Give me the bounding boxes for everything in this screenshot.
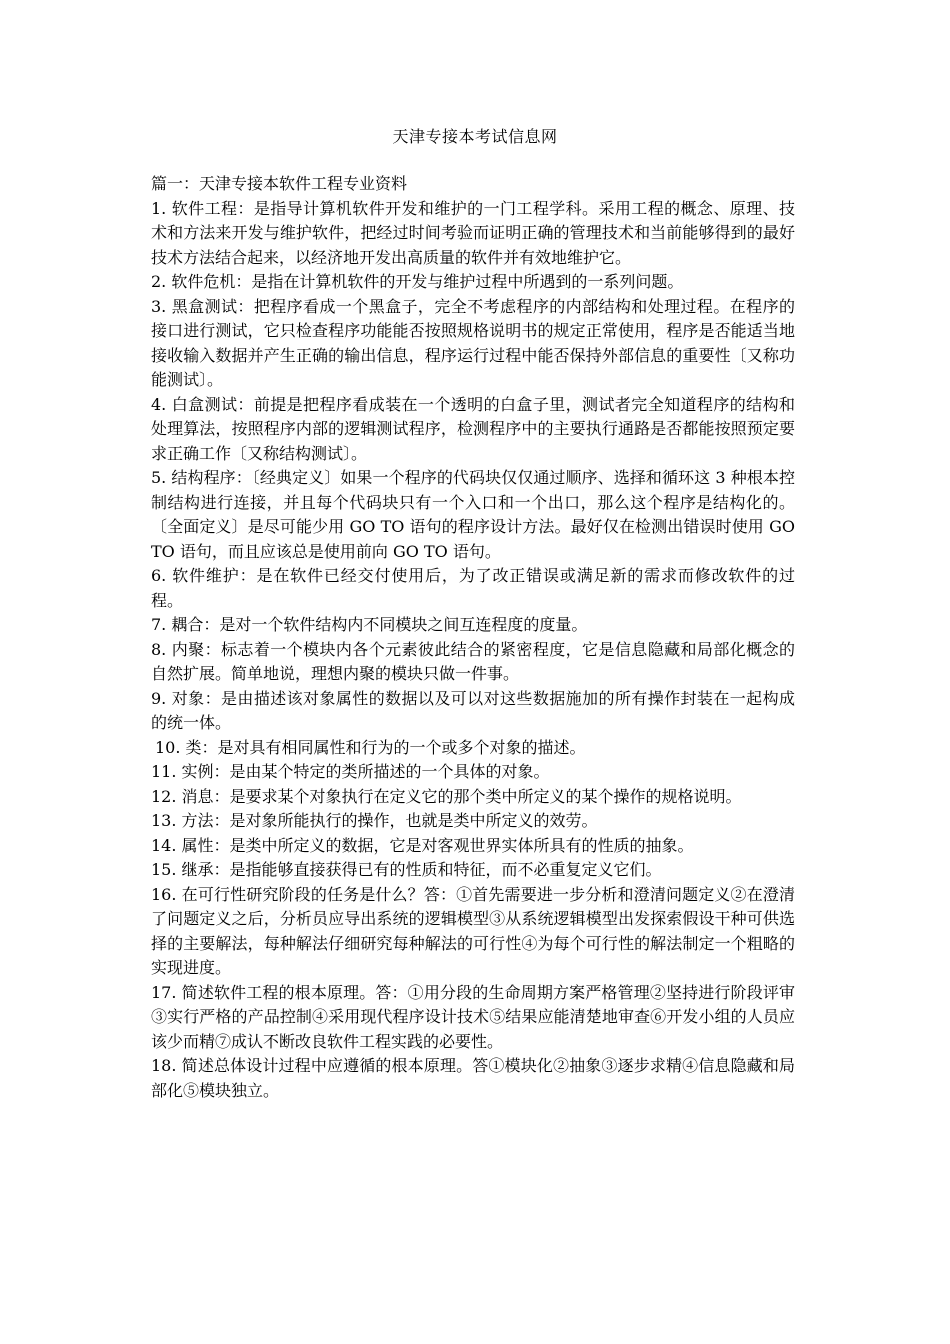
paragraph-9: 9. 对象：是由描述该对象属性的数据以及可以对这些数据施加的所有操作封装在一起构成的统一体。	[151, 688, 795, 732]
paragraph-1: 1. 软件工程：是指导计算机软件开发和维护的一门工程学科。采用工程的概念、原理、技术和方法来开发与维护软件，把经过时间考验而证明正确的管理技术和当前能够得到的最好技术方法结合起来，以经济地开发出高质量的软件并有效地维护它。	[151, 198, 795, 267]
paragraph-3: 3. 黑盒测试：把程序看成一个黑盒子，完全不考虑程序的内部结构和处理过程。在程序的接口进行测试，它只检查程序功能能否按照规格说明书的规定正常使用，程序是否能适当地接收输入数据并产生正确的输出信息，程序运行过程中能否保持外部信息的重要性〔又称功能测试〕。	[151, 296, 795, 389]
paragraph-8: 8. 内聚：标志着一个模块内各个元素彼此结合的紧密程度，它是信息隐藏和局部化概念的自然扩展。简单地说，理想内聚的模块只做一件事。	[151, 639, 795, 683]
paragraph-13: 13. 方法：是对象所能执行的操作，也就是类中所定义的效劳。	[151, 811, 598, 830]
section-heading: 篇一：天津专接本软件工程专业资料	[151, 174, 408, 193]
paragraph-12: 12. 消息：是要求某个对象执行在定义它的那个类中所定义的某个操作的规格说明。	[151, 786, 742, 806]
paragraph-14: 14. 属性：是类中所定义的数据，它是对客观世界实体所具有的性质的抽象。	[151, 835, 694, 855]
paragraph-15: 15. 继承：是指能够直接获得已有的性质和特征，而不必重复定义它们。	[151, 860, 662, 879]
document-title: 天津专接本考试信息网	[392, 127, 558, 146]
paragraph-2: 2. 软件危机：是指在计算机软件的开发与维护过程中所遇到的一系列问题。	[151, 272, 684, 291]
paragraph-18: 18. 简述总体设计过程中应遵循的根本原理。答①模块化②抽象③逐步求精④信息隐藏和局部化⑤模块独立。	[151, 1056, 795, 1100]
paragraph-6: 6. 软件维护：是在软件已经交付使用后，为了改正错误或满足新的需求而修改软件的过程。	[151, 566, 795, 610]
paragraph-17: 17. 简述软件工程的根本原理。答：①用分段的生命周期方案严格管理②坚持进行阶段评审③实行严格的产品控制④采用现代程序设计技术⑤结果应能清楚地审查⑥开发小组的人员应该少而精⑦成认不断改良软件工程实践的必要性。	[151, 982, 795, 1051]
paragraph-7: 7. 耦合：是对一个软件结构内不同模块之间互连程度的度量。	[151, 615, 588, 634]
paragraph-11: 11. 实例：是由某个特定的类所描述的一个具体的对象。	[151, 762, 550, 781]
document-body	[151, 172, 795, 1103]
paragraph-4: 4. 白盒测试：前提是把程序看成装在一个透明的白盒子里，测试者完全知道程序的结构和处理算法，按照程序内部的逻辑测试程序，检测程序中的主要执行通路是否都能按照预定要求正确工作〔又称结构测试〕。	[151, 394, 795, 463]
paragraph-16: 16. 在可行性研究阶段的任务是什么？答：①首先需要进一步分析和澄清问题定义②在澄清了问题定义之后，分析员应导出系统的逻辑模型③从系统逻辑模型出发探索假设干种可供选择的主要解法，每种解法仔细研究每种解法的可行性④为每个可行性的解法制定一个粗略的实现进度。	[151, 884, 795, 977]
paragraph-5: 5. 结构程序：〔经典定义〕如果一个程序的代码块仅仅通过顺序、选择和循环这 3 种根本控制结构进行连接，并且每个代码块只有一个入口和一个出口，那么这个程序是结构化的。〔全面定义〕是尽可能少用 GO TO 语句的程序设计方法。最好仅在检测出错误时使用 GO TO 语句，而且应该总是使用前向 GO TO 语句。	[151, 468, 795, 561]
paragraph-10: 10. 类：是对具有相同属性和行为的一个或多个对象的描述。	[155, 737, 586, 757]
